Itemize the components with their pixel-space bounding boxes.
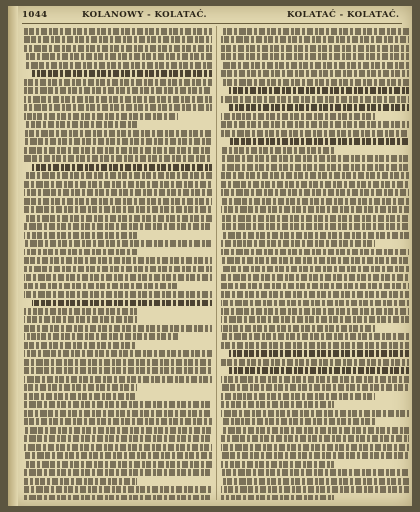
- text-line: [221, 189, 409, 196]
- text-line: [24, 342, 137, 349]
- text-line: [24, 130, 212, 137]
- text-line: [24, 461, 212, 468]
- text-line: [221, 486, 409, 493]
- text-line: [221, 198, 409, 205]
- text-line: [221, 401, 334, 408]
- text-line: [221, 359, 409, 366]
- text-line: [229, 138, 409, 145]
- text-line: [24, 147, 212, 154]
- text-line: [24, 113, 178, 120]
- text-line: [221, 283, 409, 290]
- text-line: [24, 189, 212, 196]
- text-line: [24, 257, 212, 264]
- text-line: [24, 121, 137, 128]
- text-line: [24, 181, 212, 188]
- text-line: [221, 469, 409, 476]
- text-line: [221, 452, 409, 459]
- running-header: [22, 10, 402, 24]
- text-line: [24, 452, 212, 459]
- text-line: [24, 333, 178, 340]
- page-gutter: [8, 6, 18, 506]
- text-line: [221, 435, 409, 442]
- text-line: [24, 495, 212, 500]
- text-line: [24, 393, 137, 400]
- text-line: [229, 87, 409, 94]
- text-line: [24, 28, 212, 35]
- text-line: [221, 113, 375, 120]
- text-line: [24, 418, 212, 425]
- left-text-column: [24, 28, 212, 500]
- text-line: [221, 164, 409, 171]
- text-line: [221, 36, 409, 43]
- text-line: [32, 300, 212, 307]
- text-line: [24, 435, 212, 442]
- text-line: [24, 45, 212, 52]
- page-number: 1044: [22, 10, 48, 20]
- text-line: [221, 147, 334, 154]
- text-line: [24, 376, 212, 383]
- text-line: [221, 342, 409, 349]
- text-line: [24, 79, 212, 86]
- text-line: [221, 240, 375, 247]
- text-line: [24, 96, 212, 103]
- text-line: [221, 325, 375, 332]
- text-line: [24, 427, 212, 434]
- text-line: [221, 308, 409, 315]
- text-line: [221, 62, 409, 69]
- text-line: [221, 206, 409, 213]
- text-line: [221, 70, 409, 77]
- text-line: [24, 249, 137, 256]
- text-line: [221, 300, 409, 307]
- text-line: [221, 418, 375, 425]
- text-line: [24, 444, 212, 451]
- text-line: [24, 87, 212, 94]
- text-line: [24, 410, 212, 417]
- text-line: [24, 350, 212, 357]
- text-line: [221, 384, 409, 391]
- text-line: [221, 478, 409, 485]
- text-line: [221, 121, 409, 128]
- text-line: [221, 393, 375, 400]
- text-line: [24, 232, 137, 239]
- right-text-column: [221, 28, 409, 500]
- text-line: [221, 274, 409, 281]
- text-line: [221, 266, 409, 273]
- text-line: [221, 249, 409, 256]
- text-line: [221, 291, 409, 298]
- text-line: [221, 96, 409, 103]
- left-running-head: KOLANOWY - KOLATAĆ.: [82, 10, 207, 20]
- text-line: [24, 198, 212, 205]
- text-line: [221, 444, 409, 451]
- right-running-head: KOLATAĆ - KOLATAĆ.: [287, 10, 400, 20]
- text-line: [32, 164, 212, 171]
- text-line: [221, 223, 409, 230]
- text-line: [24, 155, 212, 162]
- text-line: [221, 172, 409, 179]
- text-line: [221, 427, 409, 434]
- text-line: [24, 291, 212, 298]
- text-line: [24, 138, 212, 145]
- column-divider: [216, 26, 217, 500]
- text-line: [24, 53, 212, 60]
- text-line: [229, 367, 409, 374]
- text-line: [221, 28, 409, 35]
- text-line: [221, 461, 334, 468]
- text-line: [221, 333, 409, 340]
- text-line: [24, 469, 212, 476]
- text-line: [24, 325, 212, 332]
- text-line: [32, 70, 212, 77]
- text-line: [24, 62, 212, 69]
- text-line: [24, 215, 212, 222]
- text-line: [24, 359, 212, 366]
- text-line: [24, 240, 212, 247]
- text-line: [24, 172, 212, 179]
- text-line: [229, 104, 409, 111]
- text-line: [24, 316, 137, 323]
- text-line: [24, 36, 212, 43]
- text-line: [24, 274, 212, 281]
- text-line: [221, 215, 409, 222]
- text-line: [221, 181, 409, 188]
- text-line: [221, 53, 409, 60]
- text-line: [24, 367, 212, 374]
- text-line: [221, 130, 409, 137]
- text-line: [24, 283, 178, 290]
- text-line: [24, 308, 137, 315]
- text-line: [24, 401, 212, 408]
- text-line: [24, 486, 212, 493]
- text-line: [221, 495, 334, 500]
- text-line: [221, 155, 409, 162]
- text-line: [221, 376, 409, 383]
- text-line: [24, 266, 212, 273]
- text-line: [24, 206, 212, 213]
- header-rule: [22, 23, 402, 24]
- text-line: [24, 223, 212, 230]
- text-line: [24, 384, 137, 391]
- text-line: [221, 257, 409, 264]
- text-line: [221, 45, 409, 52]
- text-line: [221, 316, 409, 323]
- dictionary-page: [8, 6, 412, 506]
- text-line: [221, 232, 409, 239]
- text-line: [229, 350, 409, 357]
- text-line: [24, 478, 137, 485]
- text-line: [24, 104, 212, 111]
- text-line: [221, 79, 409, 86]
- text-line: [221, 410, 409, 417]
